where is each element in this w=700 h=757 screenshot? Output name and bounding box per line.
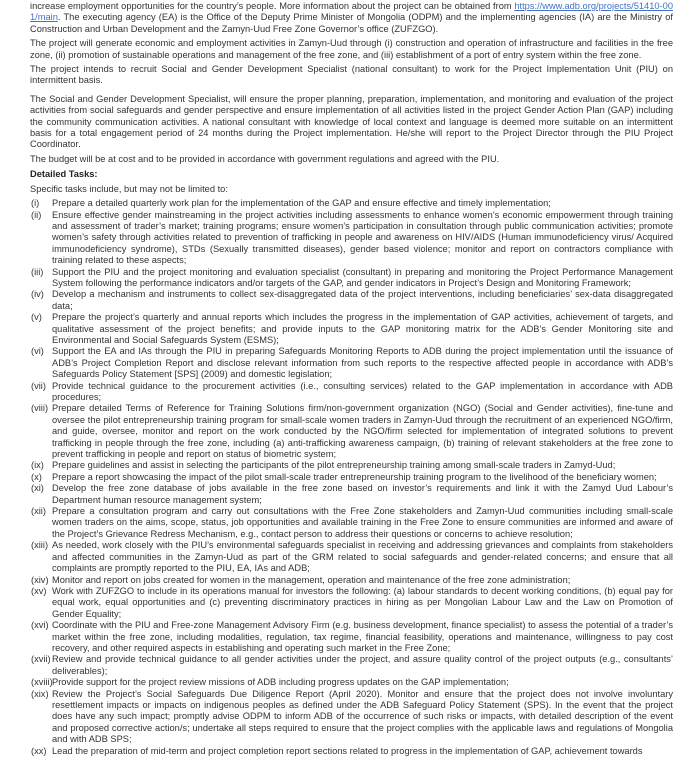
task-number: (vi) [31,346,44,357]
task-text: Prepare detailed Terms of Reference for Training Solutions firm/non-government organization (NGO) (Social and Gender activities), fine-tune and oversee the pilot entrepreneurship training program for small-scale women traders in Zamyn-Uud through the recruitment of an experienced NGO/firm, and guide, oversee, monitor and report on the work conducted by the NGO/firm selected for implementation of integrated solutions to prevent trafficking in people through the free zone, including (a) anti-trafficking awareness campaign, (b) training of relevant stakeholders at the free zone to prevent trafficking in people and report on status of biometric system; [52,403,673,460]
task-item [30,267,673,290]
task-text: As needed, work closely with the PIU’s environmental safeguards specialist in receiving and addressing grievances and complaints from stakeholders and affected communities in the Zamyn-Uud as part of the GRM related to social safeguards and gender-related concerns; and ensure that all complaints are promptly reported to the PIU, EA, IAs and ADB; [52,540,673,574]
task-number: (xv) [31,585,47,596]
task-number: (i) [31,198,40,209]
task-item [30,506,673,540]
task-number: (xiv) [31,574,49,585]
task-number: (xix) [31,688,49,699]
task-text: Support the PIU and the project monitoring and evaluation specialist (consultant) in preparing and monitoring the Project Performance Management System following the performance indicators and/or targets of the GAP, and gender indicators in Project’s Design and Monitoring Framework; [52,266,673,288]
task-text: Coordinate with the PIU and Free-zone Management Advisory Firm (e.g. business development, finance specialist) to assess the potential of a trader’s market within the free zone, including modalities, regulation, tax regime, financial feasibility, operations and maintenance, willingness to pay cost recovery, and other required aspects in establishing and operating such market in the Free Zone; [52,620,673,653]
paragraph-project-info [30,1,673,35]
task-text: Ensure effective gender mainstreaming in the project activities including assessments to enhance women’s economic empowerment through training and assessment of trader’s market; training programs; ensure women’s participation in consultation through public communication activities; promote women’s safety through activities related to prevention of trafficking in people and awareness on HIV/AIDS (Human immunodeficiency virus/ Acquired immunodeficiency syndrome), STDs (Sexually transmitted diseases), gender based violence; monitor and report on contractors compliance with training related to these aspects; [52,209,673,266]
task-item [30,460,673,471]
task-number: (ii) [31,209,42,220]
task-text: Lead the preparation of mid-term and project completion report sections related to progress in the implementation of GAP, achievement towards [52,745,643,756]
task-item [30,381,673,404]
task-item [30,289,673,312]
task-item [30,198,673,209]
task-text: Provide technical guidance to the procurement activities (i.e., consulting services) related to the GAP implementation in accordance with ADB procedures; [52,380,673,402]
task-item [30,746,673,757]
task-item [30,654,673,677]
task-number: (ix) [31,460,44,471]
paragraph-recruitment: The project intends to recruit Social and Gender Development Specialist (national consultant) to work for the Project Implementation Unit (PIU) on intermittent basis. [30,64,673,86]
detailed-tasks-heading: Detailed Tasks: [30,169,98,180]
task-item [30,210,673,267]
task-item [30,689,673,746]
task-item [30,346,673,380]
task-text: Provide support for the project review missions of ADB including progress updates on the GAP implementation; [52,677,509,688]
adb-project-url-link[interactable]: https://www.adb.org/projects/51410-001/main [30,1,673,23]
paragraph-project-info-text-after: . The executing agency (EA) is the Office of the Deputy Prime Minister of Mongolia (ODPM) and the implementing agencies (IA) are the Ministry of Construction and Urban Development and the Zamyn-Uud Free Zone Governor’s office (ZUFZGO). [30,12,673,34]
task-text: Review the Project’s Social Safeguards Due Diligence Report (April 2020). Monitor and ensure that the project does not involve involuntary resettlement impacts or impacts on indigenous peoples as defined under the ADB Safeguard Policy Statement (SPS). In the event that the project does have any such impact; promptly advise ODPM to inform ADB of the occurrence of such risks or impacts, with detailed description of the event and proposed corrective action/s; undertake all steps required to ensure that the project complies with the applicable laws and regulations of Mongolia and with ADB SPS; [52,688,673,745]
task-item [30,586,673,620]
task-text: Prepare a consultation program and carry out consultations with the Free Zone stakeholders and Zamyn-Uud communities including small-scale women traders on the aims, scope, status, job opportunities and available training in the Free Zone to ensure communities are informed and aware of the Project’s Grievance Redress Mechanism, e.g., contact person to address their questions or concerns to achieve resolution; [52,506,673,539]
task-item [30,403,673,460]
paragraph-specialist-role: The Social and Gender Development Specialist, will ensure the proper planning, preparation, implementation, and monitoring and evaluation of the project activities from social safeguards and gender perspective and ensure implementation of all activities listed in the project Gender Action Plan (GAP) including the community communication activities. A national consultant with knowledge of local context and language is deemed more suitable on an intermittent basis for a total engagement period of 24 months during the Project implementation. He/she will report to the Project Director through the PIU Project Coordinator. [30,93,673,150]
task-number: (iii) [31,266,44,277]
task-item [30,575,673,586]
paragraph-budget: The budget will be at cost and to be provided in accordance with government regulations and agreed with the PIU. [30,153,500,164]
task-number: (iv) [31,289,44,300]
task-item [30,677,673,688]
task-text: Prepare a detailed quarterly work plan for the implementation of the GAP and ensure effective and timely implementation; [52,198,551,209]
task-number: (xvii) [31,654,51,665]
task-item [30,483,673,506]
task-number: (viii) [31,403,49,414]
task-number: (xiii) [31,540,49,551]
paragraph-project-activities: The project will generate economic and employment activities in Zamyn-Uud through (i) construction and operation of infrastructure and facilities in the free zone, (ii) promotion of sustainable operations and management of the free zone, and (iii) establishment of a port of entry system within the free zone. [30,38,673,60]
task-text: Prepare guidelines and assist in selecting the participants of the pilot entrepreneurship training among small-scale traders in Zamyd-Uud; [52,460,616,471]
task-item [30,540,673,574]
task-number: (xvi) [31,620,49,631]
task-item [30,472,673,483]
task-number: (xi) [31,483,44,494]
task-number: (xviii) [31,677,53,688]
task-text: Prepare the project’s quarterly and annual reports which includes the progress in the implementation of GAP activities, achievement of targets, and qualitative assessment of the project benefits; and provide inputs to the GAP monitoring matrix for the ADB’s Gender Monitoring site and Environmental and Social Safeguards System (ESMS); [52,312,673,345]
tasks-intro: Specific tasks include, but may not be limited to: [30,183,228,194]
task-item [30,620,673,654]
task-text: Develop the free zone database of jobs available in the free zone based on investor’s requirements and link it with the Zamyd Uud Labour’s Department human resource management system; [52,483,673,505]
paragraph-project-info-text: increase employment opportunities for the country’s people. More information about the project can be obtained from [30,1,515,11]
task-text: Monitor and report on jobs created for women in the management, operation and maintenance of the free zone administration; [52,574,571,585]
task-text: Develop a mechanism and instruments to collect sex-disaggregated data of the project interventions, including beneficiaries’ sex-data disaggregated data; [52,289,673,311]
task-item [30,312,673,346]
task-number: (x) [31,471,42,482]
task-number: (xii) [31,506,46,517]
task-text: Prepare a report showcasing the impact of the pilot small-scale trader entrepreneurship training program to the livelihood of the beneficiary women; [52,471,657,482]
task-list [30,198,673,757]
task-number: (vii) [31,380,46,391]
task-text: Review and provide technical guidance to all gender activities under the project, and assure quality control of the project outputs (e.g., consultants’ deliverables); [52,654,673,676]
task-number: (v) [31,312,42,323]
task-text: Support the EA and IAs through the PIU in preparing Safeguards Monitoring Reports to ADB during the project implementation until the issuance of ADB’s Project Completion Report and disclose relevant information from such reports to the respective affected people in accordance with ADB’s Safeguards Policy Statement [SPS] (2009) and domestic legislation; [52,346,673,380]
task-text: Work with ZUFZGO to include in its operations manual for investors the following: (a) labour standards to decent working conditions, (b) equal pay for equal work, equal opportunities and (c) preventing discriminatory practices in hiring as per Mongolian Labour Law and the Law on Promotion of Gender Equality; [52,585,673,619]
task-number: (xx) [31,745,47,756]
